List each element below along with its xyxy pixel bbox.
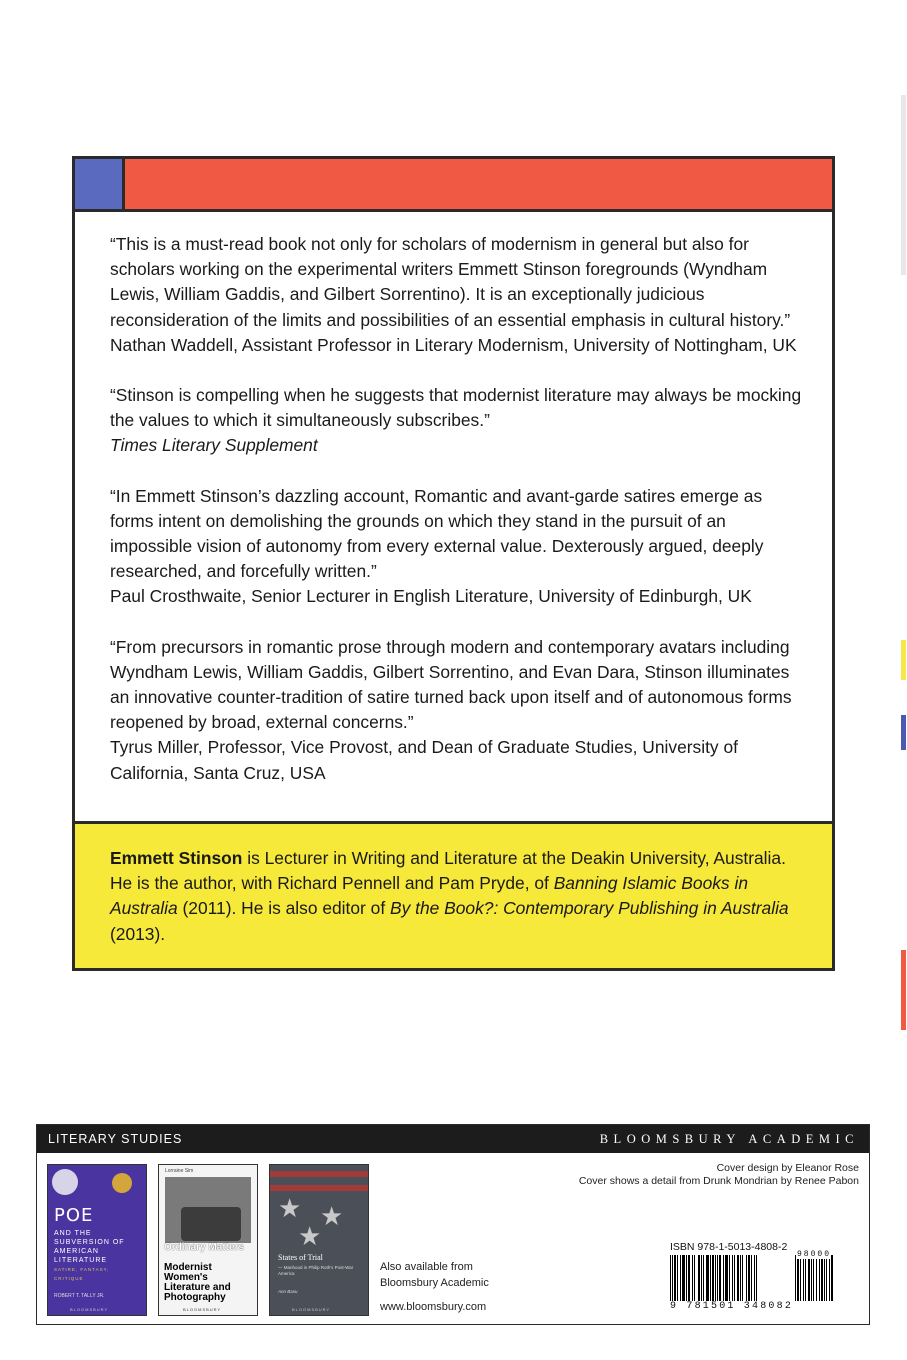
thumbnail-author: Ann Basu bbox=[278, 1289, 298, 1294]
barcode bbox=[670, 1255, 790, 1301]
quote-attribution: Tyrus Miller, Professor, Vice Provost, and Dean of Graduate Studies, University of California, Santa Cruz, USA bbox=[110, 737, 738, 783]
thumbnail-title: POE bbox=[54, 1205, 94, 1226]
edge-mark bbox=[901, 640, 906, 680]
car-photo-icon bbox=[181, 1207, 241, 1241]
barcode-gap bbox=[833, 1255, 834, 1301]
moon-icon bbox=[52, 1169, 78, 1195]
footer-box bbox=[36, 1124, 870, 1325]
publisher-label: BLOOMSBURY ACADEMIC bbox=[599, 1132, 859, 1146]
star-icon: ★ bbox=[278, 1193, 302, 1223]
series-label: LITERARY STUDIES bbox=[48, 1132, 183, 1146]
blue-square bbox=[75, 159, 125, 209]
thumbnail-publisher: BLOOMSBURY bbox=[292, 1307, 331, 1312]
quote-3 bbox=[110, 484, 810, 610]
also-available bbox=[380, 1259, 489, 1291]
bio-text-1: is Lecturer in Writing and Literature at the Deakin University, Australia. He is the author, with Richard Pennell and Pam Pryde, of bbox=[110, 848, 786, 894]
thumbnail-author: ROBERT T. TALLY JR. bbox=[54, 1293, 105, 1299]
flag-stripe bbox=[270, 1171, 368, 1177]
book-thumbnail-states-of-trial[interactable] bbox=[269, 1164, 369, 1316]
barcode-digits: 9 781501 348082 bbox=[670, 1301, 794, 1312]
isbn: ISBN 978-1-5013-4808-2 bbox=[670, 1241, 788, 1253]
website-link[interactable]: www.bloomsbury.com bbox=[380, 1301, 487, 1313]
book-thumbnail-poe[interactable] bbox=[47, 1164, 147, 1316]
cover-design-credit: Cover design by Eleanor Rose bbox=[716, 1162, 859, 1174]
thumbnail-title: Ordinary Matters bbox=[164, 1242, 245, 1253]
quote-attribution: Nathan Waddell, Assistant Professor in Literary Modernism, University of Nottingham, UK bbox=[110, 334, 797, 355]
cover-credits bbox=[579, 1162, 859, 1188]
quote-text: “In Emmett Stinson’s dazzling account, Romantic and avant-garde satires emerge as forms intent on demolishing the grounds on which they stand in the pursuit of an impossible vision of autonomy from every external value. Dexterously argued, deeply researched, and forcefully written.” bbox=[110, 485, 764, 582]
red-bar bbox=[125, 159, 832, 209]
quotes-section bbox=[110, 232, 810, 811]
star-icon: ★ bbox=[320, 1201, 344, 1231]
barcode-addon-digits: 98000 bbox=[797, 1250, 832, 1259]
quote-attribution: Paul Crosthwaite, Senior Lecturer in English Literature, University of Edinburgh, UK bbox=[110, 586, 752, 607]
thumbnail-author: Lorraine Sim bbox=[165, 1168, 194, 1174]
book-thumbnail-ordinary-matters[interactable] bbox=[158, 1164, 258, 1316]
thumbnail-subtitle-text: AND THE SUBVERSION OF AMERICAN LITERATURE bbox=[54, 1230, 125, 1264]
thumbnail-title: States of Trial bbox=[278, 1253, 323, 1262]
bio-text-3: (2013). bbox=[110, 923, 166, 944]
award-badge-icon bbox=[112, 1173, 132, 1193]
footer-header bbox=[37, 1125, 869, 1153]
also-line-2: Bloomsbury Academic bbox=[380, 1277, 489, 1289]
author-name: Emmett Stinson bbox=[110, 848, 243, 868]
thumbnail-publisher: BLOOMSBURY bbox=[183, 1307, 222, 1312]
thumbnail-photo bbox=[165, 1177, 251, 1243]
quote-2 bbox=[110, 383, 810, 459]
bio-text-2: (2011). He is also editor of bbox=[177, 898, 391, 919]
edge-mark bbox=[901, 950, 906, 1030]
bio-book-2: By the Book?: Contemporary Publishing in Australia bbox=[390, 898, 789, 919]
reviews-frame bbox=[72, 156, 835, 971]
quote-1 bbox=[110, 232, 810, 358]
author-bio bbox=[75, 821, 832, 968]
cover-detail-credit: Cover shows a detail from Drunk Mondrian by Renee Pabon bbox=[578, 1175, 859, 1187]
quote-text: “This is a must-read book not only for scholars of modernism in general but also for scholars working on the experimental writers Emmett Stinson foregrounds (Wyndham Lewis, William Gaddis, and Gilbert Sorrentino). It is an exceptionally judicious reconsideration of the limits and possibilities of an essential emphasis in cultural history.” bbox=[110, 234, 791, 330]
barcode-gap bbox=[757, 1255, 758, 1301]
quote-4 bbox=[110, 635, 810, 786]
quote-text: “From precursors in romantic prose through modern and contemporary avatars including Wyndham Lewis, William Gaddis, Gilbert Sorrentino, and Evan Dara, Stinson illuminates an innovative counter-tradition of satire turned back upon itself and of autonomous forms reopened by broad, external concerns.” bbox=[110, 636, 792, 733]
edge-mark bbox=[901, 95, 906, 275]
also-line-1: Also available from bbox=[380, 1261, 473, 1273]
quote-attribution: Times Literary Supplement bbox=[110, 435, 318, 456]
edge-mark bbox=[901, 715, 906, 750]
spine-edge bbox=[896, 0, 907, 1360]
thumbnail-subtitle bbox=[54, 1229, 140, 1283]
star-icon: ★ bbox=[298, 1221, 322, 1251]
flag-stripe bbox=[270, 1185, 368, 1191]
quote-text: “Stinson is compelling when he suggests that modernist literature may always be mocking the values to which it simultaneously subscribes.” bbox=[110, 385, 802, 431]
color-band bbox=[75, 159, 832, 212]
barcode-addon bbox=[795, 1255, 857, 1301]
bio-book-1: Banning Islamic Books in Australia bbox=[110, 873, 748, 919]
thumbnail-subtitle: — Manhood in Philip Roth's Post-War America bbox=[278, 1265, 354, 1276]
thumbnail-publisher: BLOOMSBURY bbox=[70, 1307, 109, 1312]
thumbnail-subtitle: Modernist Women's Literature and Photography bbox=[164, 1262, 231, 1303]
thumbnail-series-note: SATIRE, FANTASY, CRITIQUE bbox=[54, 1267, 110, 1281]
